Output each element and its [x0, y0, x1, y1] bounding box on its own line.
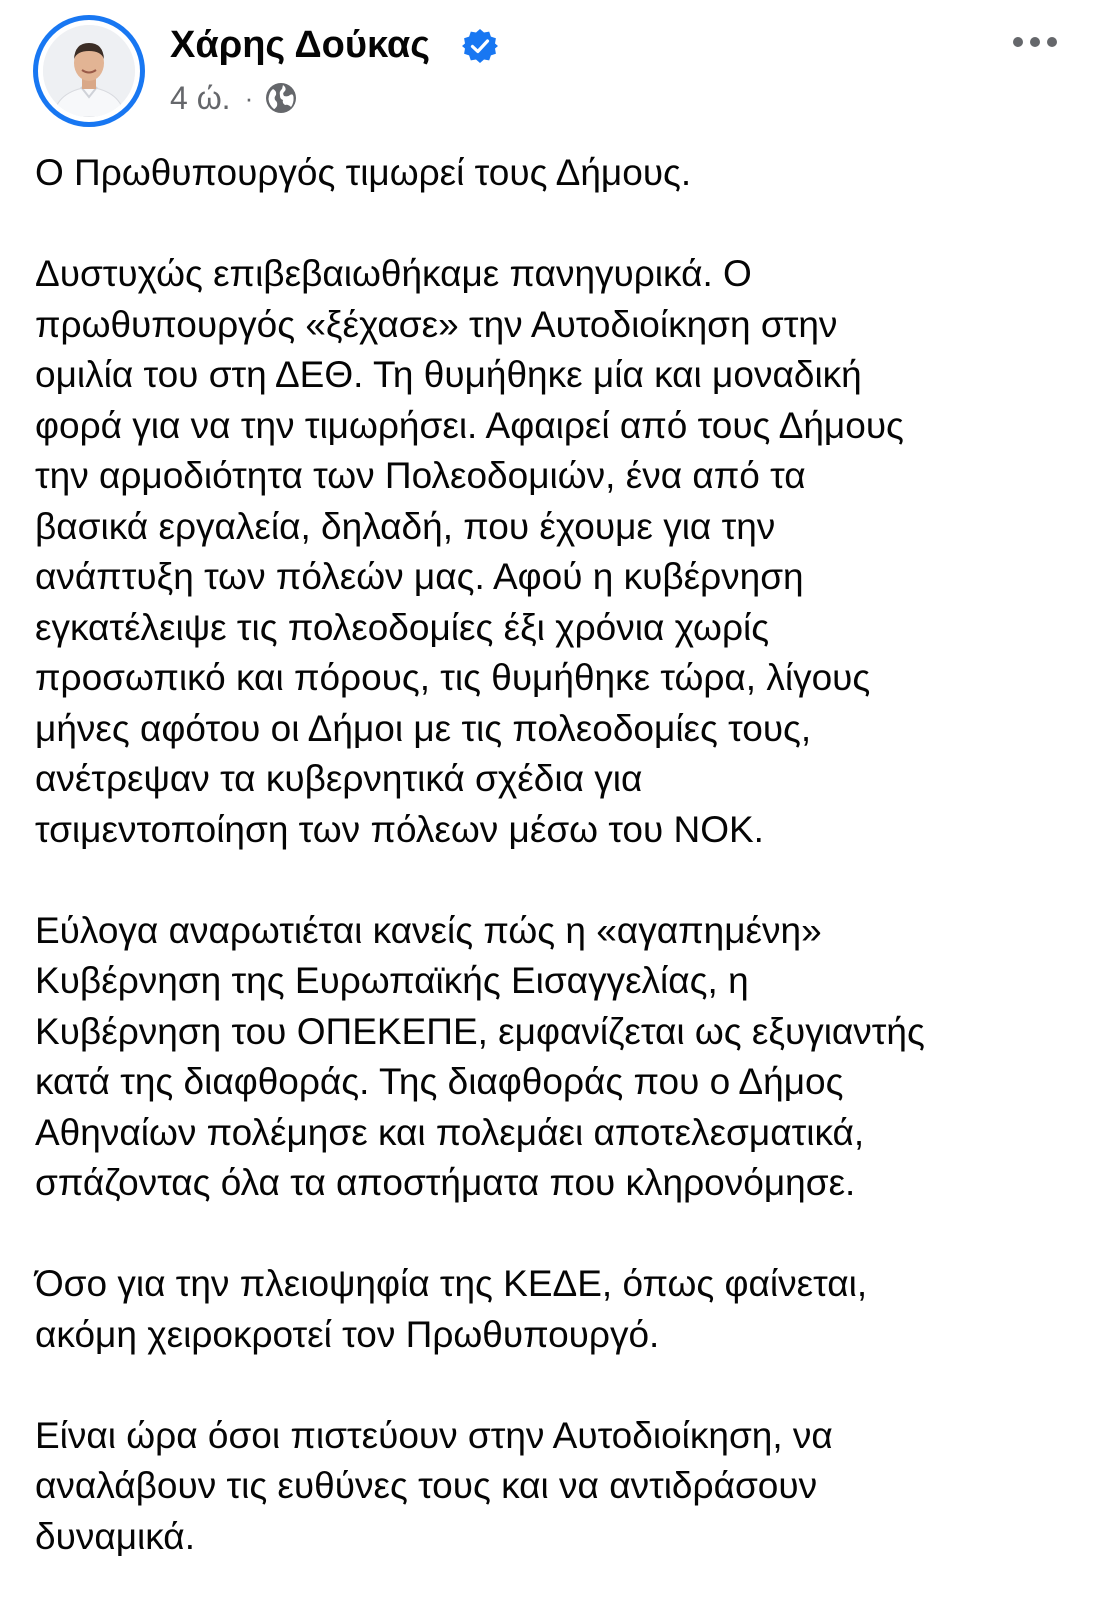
- avatar-photo: [43, 25, 135, 117]
- verified-badge-icon: [462, 28, 498, 64]
- post-paragraph: Δυστυχώς επιβεβαιωθήκαμε πανηγυρικά. Ο πρωθυπουργός «ξέχασε» την Αυτοδιοίκηση στην ομιλία του στη ΔΕΘ. Τη θυμήθηκε μία και μοναδική φορά για να την τιμωρήσει. Αφαιρεί από τους Δήμους την αρμοδιότητα των Πολεοδομιών, ένα από τα βασικά εργαλεία, δηλαδή, που έχουμε για την ανάπτυξη των πόλεών μας. Αφού η κυβέρνηση εγκατέλειψε τις πολεοδομίες έξι χρόνια χωρίς προσωπικό και πόρους, τις θυμήθηκε τώρα, λίγους μήνες αφότου οι Δήμοι με τις πολεοδομίες τους, ανέτρεψαν τα κυβερνητικά σχέδια για τσιμεντοποίηση των πόλεων μέσω του ΝΟΚ.: [35, 253, 904, 850]
- more-dots-icon: [1012, 36, 1058, 48]
- post-paragraph: Όσο για την πλειοψηφία της ΚΕΔΕ, όπως φαίνεται, ακόμη χειροκροτεί τον Πρωθυπουργό.: [35, 1263, 868, 1355]
- post-header: [0, 0, 1118, 140]
- meta-separator: ·: [244, 82, 254, 113]
- post-paragraph: Εύλογα αναρωτιέται κανείς πώς η «αγαπημένη» Κυβέρνηση της Ευρωπαϊκής Εισαγγελίας, η Κυβέρνηση του ΟΠΕΚΕΠΕ, εμφανίζεται ως εξυγιαντής κατά της διαφθοράς. Της διαφθοράς που ο Δήμος Αθηναίων πολέμησε και πολεμάει αποτελεσματικά, σπάζοντας όλα τα αποστήματα που κληρονόμησε.: [35, 909, 925, 1203]
- author-name[interactable]: Χάρης Δούκας: [170, 24, 431, 66]
- more-options-button[interactable]: [1000, 22, 1070, 62]
- post-paragraph: Ο Πρωθυπουργός τιμωρεί τους Δήμους.: [35, 152, 692, 193]
- post-paragraph: Είναι ώρα όσοι πιστεύουν στην Αυτοδιοίκηση, να αναλάβουν τις ευθύνες τους και να αντιδράσουν δυναμικά.: [35, 1414, 833, 1557]
- post-timestamp[interactable]: 4 ώ.: [170, 79, 231, 116]
- avatar-portrait-icon: [43, 25, 135, 117]
- post-meta: [170, 78, 297, 118]
- globe-icon[interactable]: [265, 82, 297, 114]
- post-text: [35, 148, 1095, 1613]
- author-avatar[interactable]: [33, 15, 145, 127]
